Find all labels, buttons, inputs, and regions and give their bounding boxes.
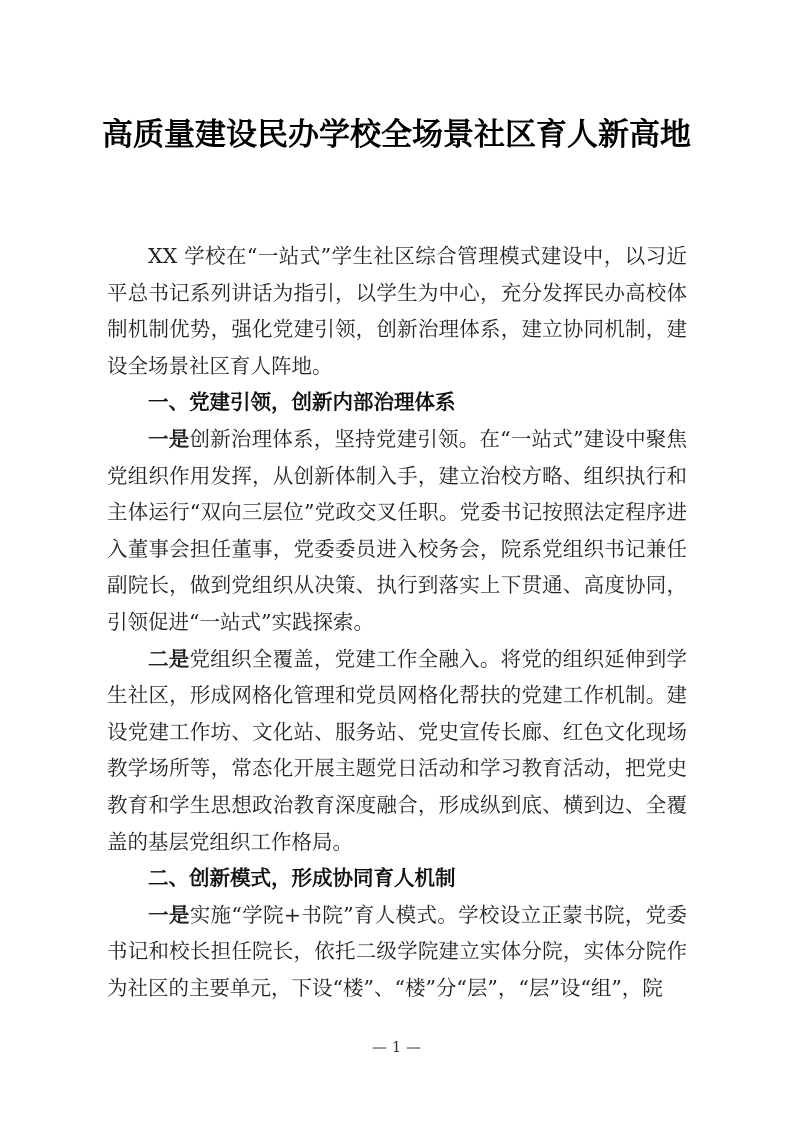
paragraph-lead: 一是 [148, 902, 190, 927]
paragraph [107, 897, 687, 1007]
paragraph-lead: 二是 [148, 646, 190, 671]
paragraph-text: 创新治理体系，坚持党建引领。在“一站式”建设中聚焦党组织作用发挥，从创新体制入手，建立治校方略、组织执行和主体运行“双向三层位”党政交叉任职。党委书记按照法定程序进入董事会担任董事，党委委员进入校务会，院系党组织书记兼任副院长，做到党组织从决策、执行到落实上下贯通、高度协同，引领促进“一站式”实践探索。 [107, 426, 688, 634]
section-heading-2: 二、创新模式，形成协同育人机制 [148, 866, 456, 891]
page-number: — 1 — [371, 1038, 422, 1056]
paragraph [107, 421, 687, 641]
paragraph [107, 641, 687, 861]
document-title: 高质量建设民办学校全场景社区育人新高地 [102, 117, 691, 153]
paragraph-lead: 一是 [148, 426, 190, 451]
paragraph-text: 实施“学院+书院”育人模式。学校设立正蒙书院，党委书记和校长担任院长，依托二级学院建立实体分院，实体分院作为社区的主要单元，下设“楼”、“楼”分“层”，“层”设“组”，院 [107, 902, 688, 1000]
section-heading-1: 一、党建引领，创新内部治理体系 [148, 390, 456, 415]
document-body [107, 238, 687, 1006]
intro-paragraph: XX 学校在“一站式”学生社区综合管理模式建设中，以习近平总书记系列讲话为指引，以学生为中心，充分发挥民办高校体制机制优势，强化党建引领，创新治理体系，建立协同机制，建设全场景社区育人阵地。 [107, 244, 687, 378]
paragraph-text: 党组织全覆盖，党建工作全融入。将党的组织延伸到学生社区，形成网格化管理和党员网格化帮扶的党建工作机制。建设党建工作坊、文化站、服务站、党史宣传长廊、红色文化现场教学场所等，常态化开展主题党日活动和学习教育活动，把党史教育和学生思想政治教育深度融合，形成纵到底、横到边、全覆盖的基层党组织工作格局。 [107, 646, 688, 854]
